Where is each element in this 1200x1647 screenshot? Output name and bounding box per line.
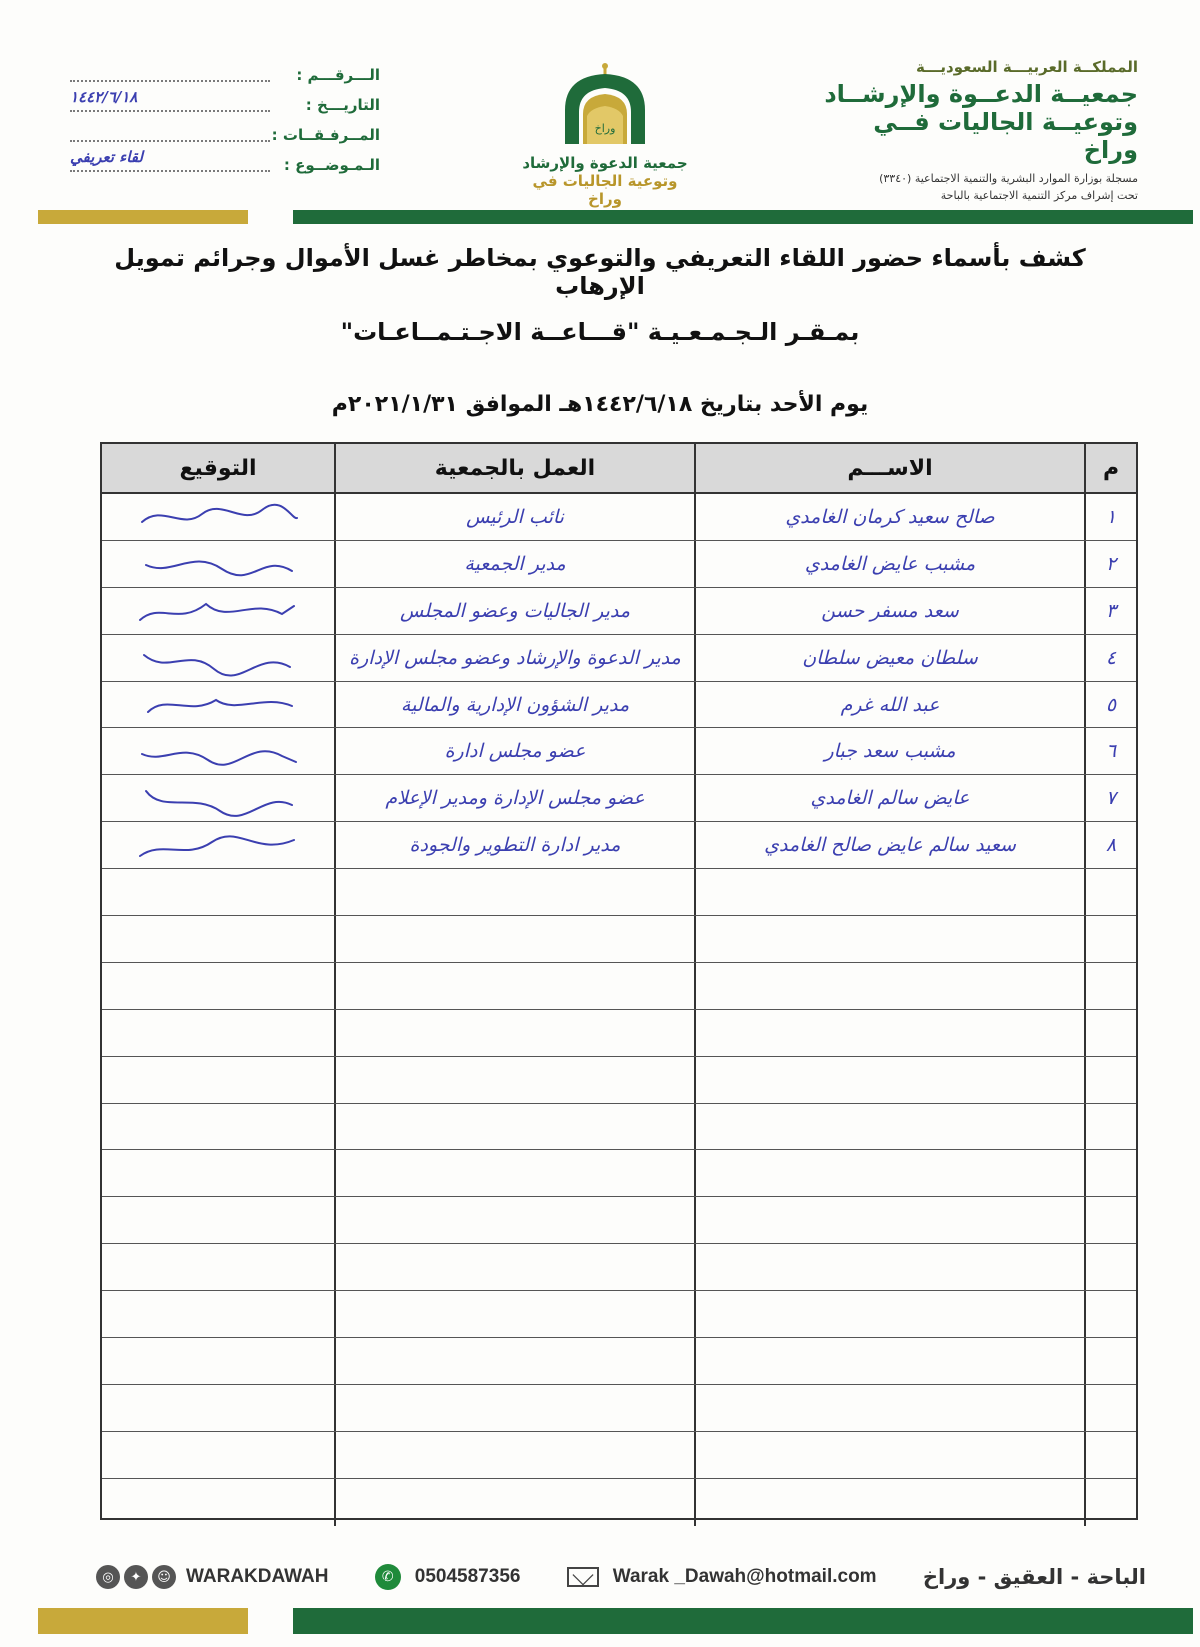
table-row — [102, 1197, 1136, 1244]
table-row — [102, 1244, 1136, 1291]
row-signature — [102, 1104, 334, 1150]
number-label: الـــرقـــم : — [296, 66, 380, 84]
row-job: مدير ادارة التطوير والجودة — [334, 822, 694, 868]
handwritten-signature — [132, 594, 302, 630]
subject-handwritten: لقاء تعريفي — [70, 148, 143, 166]
logo-name-line1: جمعية الدعوة والإرشاد — [522, 154, 688, 172]
row-name — [694, 1197, 1084, 1243]
row-job — [334, 1057, 694, 1103]
row-signature — [102, 1338, 334, 1384]
row-signature — [102, 1197, 334, 1243]
row-number: ١ — [1084, 494, 1136, 540]
row-signature — [102, 1432, 334, 1478]
row-signature — [102, 1385, 334, 1431]
table-row — [102, 1385, 1136, 1432]
row-job: مدير الشؤون الإدارية والمالية — [334, 682, 694, 728]
date-field — [70, 88, 270, 112]
row-job — [334, 1479, 694, 1526]
attachments-label: المــرفـقــات : — [271, 126, 380, 144]
row-signature — [102, 869, 334, 915]
footer — [96, 1562, 1146, 1592]
row-job: عضو مجلس الإدارة ومدير الإعلام — [334, 775, 694, 821]
subject-label: الـمـوضــوع : — [283, 156, 380, 174]
country-name: المملكــة العربيـــة السعوديـــة — [915, 58, 1138, 76]
table-row — [102, 916, 1136, 963]
row-number — [1084, 1479, 1136, 1526]
row-signature — [102, 1244, 334, 1290]
organization-name-line2: وتوعيــة الجاليات فــي وراخ — [873, 108, 1138, 164]
header-job: العمل بالجمعية — [334, 444, 694, 492]
row-signature — [102, 1479, 334, 1526]
row-number: ٦ — [1084, 728, 1136, 774]
row-job — [334, 1291, 694, 1337]
row-number — [1084, 1291, 1136, 1337]
table-row — [102, 682, 1136, 729]
row-number — [1084, 1057, 1136, 1103]
row-signature — [102, 588, 334, 634]
handwritten-signature — [132, 781, 302, 817]
row-name — [694, 1244, 1084, 1290]
handwritten-signature — [132, 641, 302, 677]
row-signature — [102, 682, 334, 728]
row-signature — [102, 1150, 334, 1196]
row-number — [1084, 1197, 1136, 1243]
row-name — [694, 1057, 1084, 1103]
row-name — [694, 1104, 1084, 1150]
row-signature — [102, 963, 334, 1009]
row-job — [334, 1010, 694, 1056]
row-job: مدير الدعوة والإرشاد وعضو مجلس الإدارة — [334, 635, 694, 681]
handwritten-signature — [132, 734, 302, 770]
row-job: عضو مجلس ادارة — [334, 728, 694, 774]
table-row — [102, 728, 1136, 775]
phone-number: 0504587356 — [414, 1566, 521, 1587]
organization-header — [818, 58, 1138, 202]
number-row — [60, 60, 380, 90]
table-row — [102, 588, 1136, 635]
row-number: ٧ — [1084, 775, 1136, 821]
row-name: مشبب سعد جبار — [694, 728, 1084, 774]
row-number — [1084, 869, 1136, 915]
date-row — [60, 90, 380, 120]
row-job: مدير الجاليات وعضو المجلس — [334, 588, 694, 634]
header-stripe-gold — [38, 210, 248, 224]
row-job — [334, 1385, 694, 1431]
subject-row — [60, 150, 380, 180]
table-row — [102, 963, 1136, 1010]
social-group — [96, 1565, 329, 1589]
row-number — [1084, 916, 1136, 962]
table-row — [102, 1432, 1136, 1479]
number-field — [70, 68, 270, 82]
table-header — [102, 444, 1136, 494]
table-row — [102, 541, 1136, 588]
email-group — [567, 1566, 877, 1588]
row-name: صالح سعيد كرمان الغامدي — [694, 494, 1084, 540]
date-label: التاريـــخ : — [305, 96, 380, 114]
row-number: ٥ — [1084, 682, 1136, 728]
header-signature: التوقيع — [179, 455, 257, 481]
row-name — [694, 916, 1084, 962]
row-number: ٤ — [1084, 635, 1136, 681]
row-number — [1084, 1338, 1136, 1384]
row-signature — [102, 916, 334, 962]
handwritten-signature — [132, 688, 302, 724]
table-body — [102, 494, 1136, 1526]
phone-group — [375, 1564, 521, 1590]
handwritten-signature — [132, 547, 302, 583]
row-job — [334, 1150, 694, 1196]
registration-note: مسجلة بوزارة الموارد البشرية والتنمية الاجتماعية (٣٣٤٠) — [879, 172, 1138, 185]
letter-meta — [60, 60, 380, 180]
row-job — [334, 1244, 694, 1290]
row-signature — [102, 822, 334, 868]
footer-stripe-green — [293, 1608, 1193, 1634]
table-row — [102, 494, 1136, 541]
row-signature — [102, 635, 334, 681]
snapchat-icon: ☺ — [152, 1565, 176, 1589]
row-job — [334, 1338, 694, 1384]
attachments-field — [70, 128, 270, 142]
table-row — [102, 1338, 1136, 1385]
table-row — [102, 1291, 1136, 1338]
attachments-row — [60, 120, 380, 150]
row-number — [1084, 1432, 1136, 1478]
social-handle: WARAKDAWAH — [186, 1566, 329, 1587]
row-number — [1084, 1104, 1136, 1150]
row-job — [334, 1104, 694, 1150]
address: الباحة - العقيق - وراخ — [922, 1565, 1146, 1589]
row-job: مدير الجمعية — [334, 541, 694, 587]
row-number: ٢ — [1084, 541, 1136, 587]
table-row — [102, 1479, 1136, 1526]
row-name — [694, 1432, 1084, 1478]
row-job — [334, 1197, 694, 1243]
row-name — [694, 1010, 1084, 1056]
date-handwritten: ١٤٤٢/٦/١٨ — [70, 88, 138, 106]
document-date: يوم الأحد بتاريخ ١٤٤٢/٦/١٨هـ الموافق ٢٠٢١/١/٣١م — [331, 392, 869, 417]
table-row — [102, 822, 1136, 869]
row-job — [334, 963, 694, 1009]
row-name: عايض سالم الغامدي — [694, 775, 1084, 821]
row-signature — [102, 728, 334, 774]
row-number — [1084, 1010, 1136, 1056]
row-name — [694, 869, 1084, 915]
table-row — [102, 1150, 1136, 1197]
twitter-icon: ✦ — [124, 1565, 148, 1589]
handwritten-signature — [132, 828, 302, 864]
header-stripe-green — [293, 210, 1193, 224]
organization-name-line1: جمعيــة الدعــوة والإرشــاد — [824, 80, 1138, 108]
header-name: الاســـم — [694, 444, 1084, 492]
row-signature — [102, 1010, 334, 1056]
logo-emblem-text: وراخ — [594, 122, 616, 135]
subject-field — [70, 148, 270, 172]
logo-name-line2: وتوعية الجاليات في وراخ — [532, 172, 678, 208]
row-name — [694, 963, 1084, 1009]
footer-stripe — [38, 1608, 1193, 1634]
row-signature — [102, 494, 334, 540]
row-name: سلطان معيض سلطان — [694, 635, 1084, 681]
table-row — [102, 635, 1136, 682]
document-title: كشف بأسماء حضور اللقاء التعريفي والتوعوي بمخاطر غسل الأموال وجرائم تمويل الإرهاب — [114, 244, 1086, 300]
row-name — [694, 1385, 1084, 1431]
header-number: م — [1084, 444, 1136, 492]
row-signature — [102, 775, 334, 821]
row-name: سعيد سالم عايض صالح الغامدي — [694, 822, 1084, 868]
row-number — [1084, 1150, 1136, 1196]
row-name — [694, 1338, 1084, 1384]
row-name — [694, 1291, 1084, 1337]
row-job — [334, 869, 694, 915]
header-stripe — [38, 210, 1193, 224]
envelope-icon — [567, 1567, 599, 1587]
table-row — [102, 775, 1136, 822]
table-row — [102, 869, 1136, 916]
row-name: سعد مسفر حسن — [694, 588, 1084, 634]
row-number — [1084, 1385, 1136, 1431]
document-location: بمـقـر الـجـمـعـيـة "قـــاعــة الاجـتـمــاعـات" — [340, 318, 860, 346]
row-number — [1084, 963, 1136, 1009]
attendance-table — [100, 442, 1138, 1520]
row-name: عبد الله غرم — [694, 682, 1084, 728]
row-job: نائب الرئيس — [334, 494, 694, 540]
row-signature — [102, 1291, 334, 1337]
row-job — [334, 916, 694, 962]
row-number — [1084, 1244, 1136, 1290]
whatsapp-icon: ✆ — [375, 1564, 401, 1590]
table-row — [102, 1057, 1136, 1104]
table-row — [102, 1104, 1136, 1151]
row-name: مشبب عايض الغامدي — [694, 541, 1084, 587]
instagram-icon: ◎ — [96, 1565, 120, 1589]
row-signature — [102, 1057, 334, 1103]
row-job — [334, 1432, 694, 1478]
footer-stripe-gold — [38, 1608, 248, 1634]
row-number: ٣ — [1084, 588, 1136, 634]
row-number: ٨ — [1084, 822, 1136, 868]
email-address: Warak _Dawah@hotmail.com — [612, 1566, 877, 1587]
row-name — [694, 1150, 1084, 1196]
handwritten-signature — [132, 500, 302, 536]
supervision-note: تحت إشراف مركز التنمية الاجتماعية بالباحة — [940, 189, 1138, 202]
mosque-emblem-icon — [557, 58, 653, 152]
row-name — [694, 1479, 1084, 1526]
row-signature — [102, 541, 334, 587]
organization-logo — [520, 58, 690, 208]
table-row — [102, 1010, 1136, 1057]
